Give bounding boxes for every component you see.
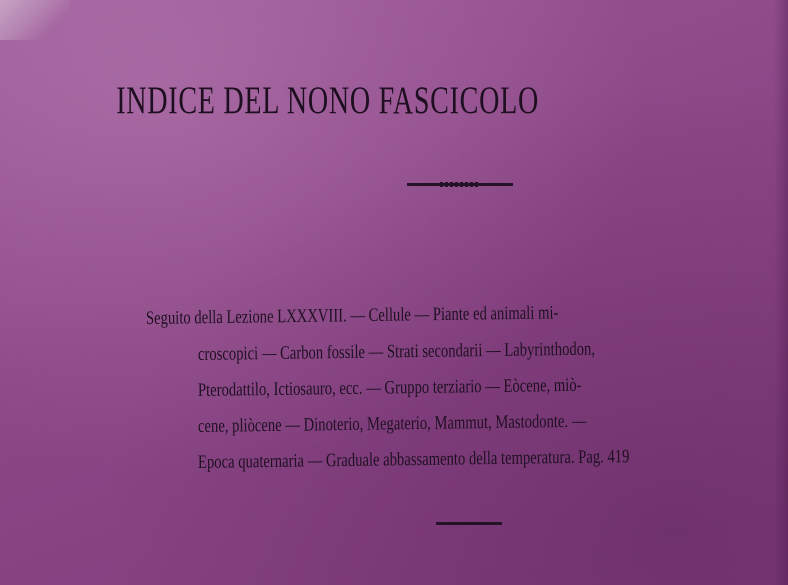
index-entry-line: Epoca quaternaria — Graduale abbassamento della temperatura. Pag. 419 <box>197 446 630 473</box>
index-entry-line: Pterodattilo, Ictiosauro, ecc. — Gruppo terziario — Eòcene, miò- <box>197 374 582 401</box>
index-entry-line: croscopici — Carbon fossile — Strati secondarii — Labyrinthodon, <box>197 338 596 365</box>
page-title: INDICE DEL NONO FASCICOLO <box>116 79 539 122</box>
index-entry-line: Seguito della Lezione LXXXVIII. — Cellule — Piante ed animali mi- <box>145 302 559 329</box>
closing-rule <box>436 522 502 525</box>
index-entry-line: cene, pliòcene — Dinoterio, Megaterio, Mammut, Mastodonte. — <box>197 410 587 437</box>
